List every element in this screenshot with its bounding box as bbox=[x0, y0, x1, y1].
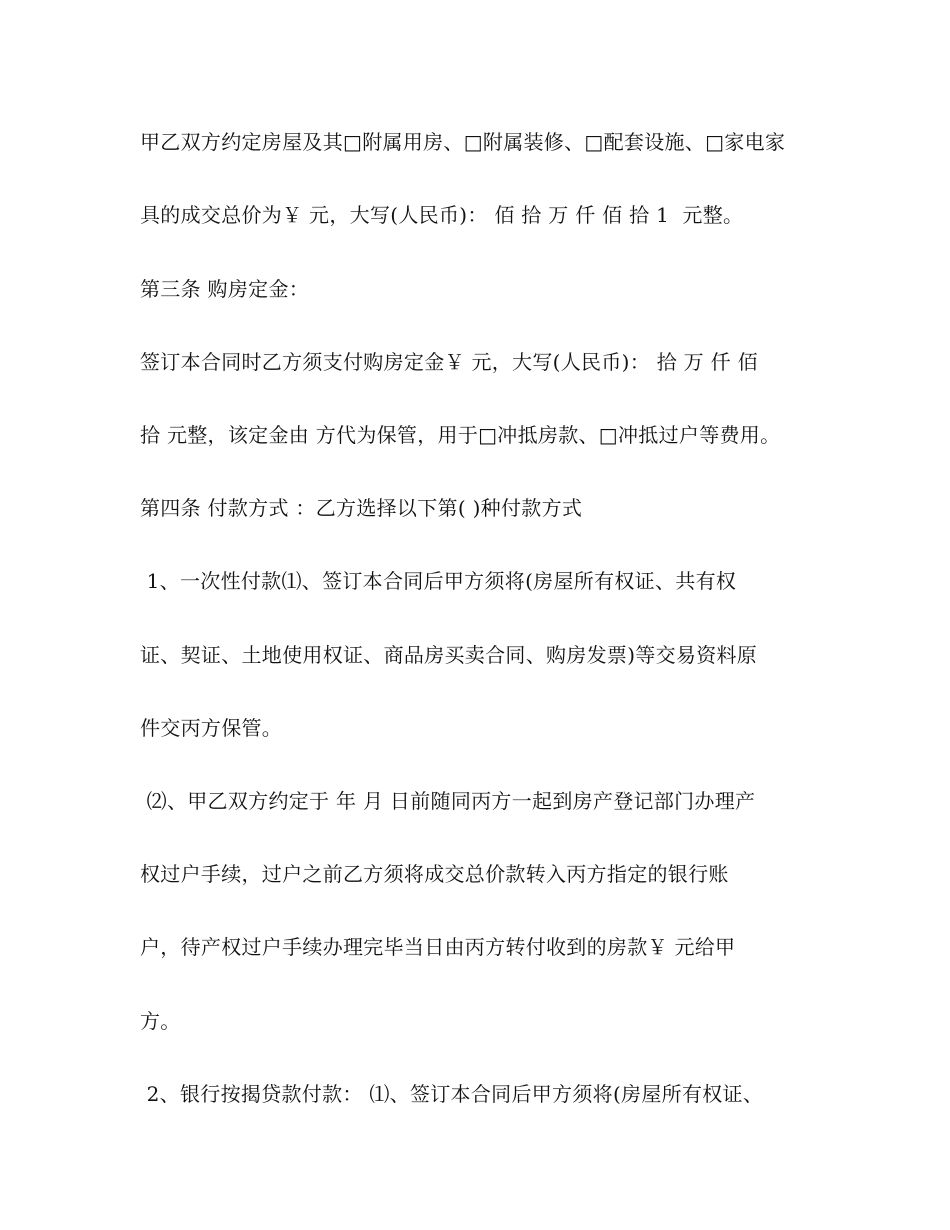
text-line-3: 第三条 购房定金： bbox=[140, 277, 310, 301]
text-line-13: 方。 bbox=[140, 1009, 181, 1033]
text-line-5: 拾 元整，该定金由 方代为保管，用于□冲抵房款、□冲抵过户等费用。 bbox=[140, 423, 781, 447]
text-line-14: 2、银行按揭贷款付款： ⑴、签订本合同后甲方须将(房屋所有权证、 bbox=[140, 1082, 764, 1106]
text-line-12: 户，待产权过户手续办理完毕当日由丙方转付收到的房款￥ 元给甲 bbox=[140, 935, 736, 959]
text-line-4: 签订本合同时乙方须支付购房定金￥ 元，大写(人民币)： 拾 万 仟 佰 bbox=[140, 350, 758, 374]
text-line-8: 证、契证、土地使用权证、商品房买卖合同、购房发票)等交易资料原 bbox=[140, 643, 758, 667]
text-line-2: 具的成交总价为￥ 元，大写(人民币)： 佰 拾 万 仟 佰 拾 1 元整。 bbox=[140, 203, 744, 227]
text-line-9: 件交丙方保管。 bbox=[140, 716, 283, 740]
text-line-11: 权过户手续，过户之前乙方须将成交总价款转入丙方指定的银行账 bbox=[140, 862, 729, 886]
text-line-10: ⑵、甲乙双方约定于 年 月 日前随同丙方一起到房产登记部门办理产 bbox=[140, 789, 756, 813]
text-line-6: 第四条 付款方式 ：乙方选择以下第( )种付款方式 bbox=[140, 496, 583, 520]
text-line-7: 1、一次性付款⑴、签订本合同后甲方须将(房屋所有权证、共有权 bbox=[140, 569, 737, 593]
text-line-1: 甲乙双方约定房屋及其□附属用房、□附属装修、□配套设施、□家电家 bbox=[140, 130, 786, 154]
